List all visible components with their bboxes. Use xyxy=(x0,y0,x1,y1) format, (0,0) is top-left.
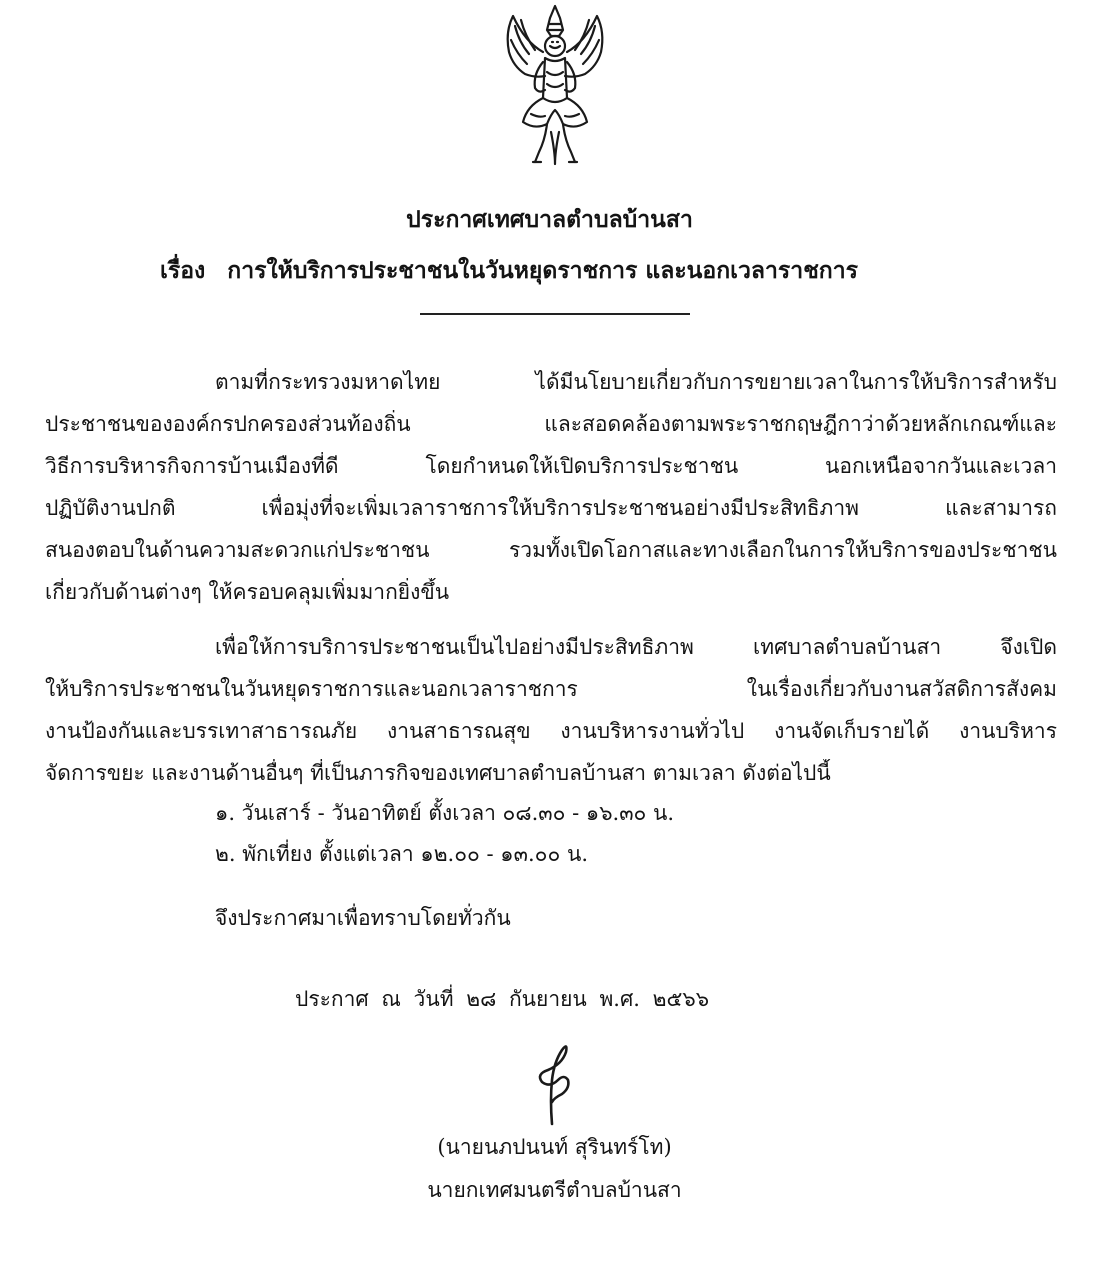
paragraph-2-line: ให้บริการประชาชนในวันหยุดราชการและนอกเวลาราชการ ในเรื่องเกี่ยวกับงานสวัสดิการสังคม xyxy=(45,677,1057,701)
signer-position: นายกเทศมนตรีตำบลบ้านสา xyxy=(427,1178,682,1202)
paragraph-1-line: ประชาชนขององค์กรปกครองส่วนท้องถิ่น และสอดคล้องตามพระราชกฤษฎีกาว่าด้วยหลักเกณฑ์และ xyxy=(45,412,1057,436)
paragraph-1-line: เกี่ยวกับด้านต่างๆ ให้ครอบคลุมเพิ่มมากยิ่งขึ้น xyxy=(45,580,450,604)
schedule-item: ๑. วันเสาร์ - วันอาทิตย์ ตั้งเวลา ๐๘.๓๐ - ๑๖.๓๐ น. xyxy=(215,801,675,825)
signature-icon xyxy=(522,1040,582,1128)
announcement-date: ประกาศ ณ วันที่ ๒๘ กันยายน พ.ศ. ๒๕๖๖ xyxy=(295,987,710,1011)
title-divider xyxy=(420,313,690,315)
announcement-title: ประกาศเทศบาลตำบลบ้านสา xyxy=(406,206,693,233)
paragraph-1-line: วิธีการบริหารกิจการบ้านเมืองที่ดี โดยกำหนดให้เปิดบริการประชาชน นอกเหนือจากวันและเวลา xyxy=(45,454,1057,478)
paragraph-2-line: เพื่อให้การบริการประชาชนเป็นไปอย่างมีประสิทธิภาพ เทศบาลตำบลบ้านสา จึงเปิด xyxy=(215,635,1057,659)
paragraph-1-line: สนองตอบในด้านความสะดวกแก่ประชาชน รวมทั้งเปิดโอกาสและทางเลือกในการให้บริการของประชาชน xyxy=(45,538,1057,562)
paragraph-1-line: ปฏิบัติงานปกติ เพื่อมุ่งที่จะเพิ่มเวลาราชการให้บริการประชาชนอย่างมีประสิทธิภาพ และสามารถ xyxy=(45,496,1057,520)
paragraph-2-line: งานป้องกันและบรรเทาสาธารณภัย งานสาธารณสุข งานบริหารงานทั่วไป งานจัดเก็บรายได้ งานบริหาร xyxy=(45,719,1057,743)
subject-text: การให้บริการประชาชนในวันหยุดราชการ และนอกเวลาราชการ xyxy=(227,257,859,284)
paragraph-2-line: จัดการขยะ และงานด้านอื่นๆ ที่เป็นภารกิจของเทศบาลตำบลบ้านสา ตามเวลา ดังต่อไปนี้ xyxy=(45,761,831,785)
paragraph-1-line: ตามที่กระทรวงมหาดไทย ได้มีนโยบายเกี่ยวกับการขยายเวลาในการให้บริการสำหรับ xyxy=(215,370,1057,394)
signer-name: (นายนภปนนท์ สุรินทร์โท) xyxy=(437,1135,672,1159)
subject-line xyxy=(160,256,858,286)
closing-statement: จึงประกาศมาเพื่อทราบโดยทั่วกัน xyxy=(215,906,511,930)
subject-label: เรื่อง xyxy=(160,257,206,284)
schedule-item: ๒. พักเที่ยง ตั้งแต่เวลา ๑๒.๐๐ - ๑๓.๐๐ น. xyxy=(215,842,589,866)
garuda-emblem-icon xyxy=(495,2,615,167)
